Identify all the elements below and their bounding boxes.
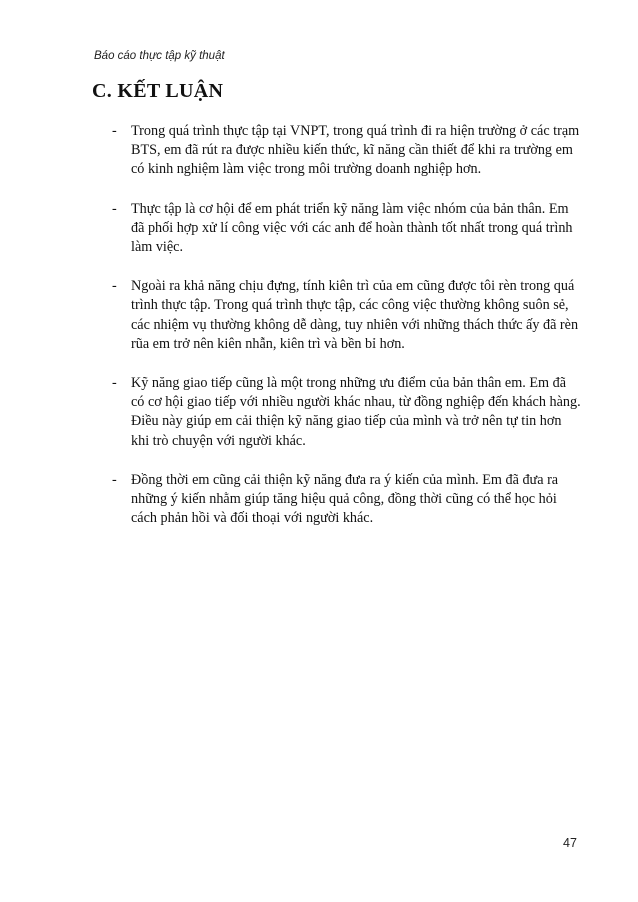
list-item [112,200,582,258]
running-header: Báo cáo thực tập kỹ thuật [94,50,225,62]
list-item [112,122,582,180]
page-number: 47 [563,836,577,850]
bullet-dash: - [112,278,117,295]
bullet-text: Trong quá trình thực tập tại VNPT, trong quá trình đi ra hiện trường ở các trạm BTS, em đã rút ra được nhiều kiến thức, kĩ năng cần thiết để khi ra trường em có kinh nghiệm làm việc trong môi trường doanh nghiệp hơn. [131,123,580,178]
list-item [112,471,582,529]
conclusion-list [112,122,582,548]
list-item [112,277,582,354]
bullet-text: Thực tập là cơ hội để em phát triển kỹ năng làm việc nhóm của bản thân. Em đã phối hợp xử lí công việc với các anh để hoàn thành tốt nhất trong quá trình làm việc. [131,200,573,256]
list-item [112,374,582,451]
bullet-dash: - [112,375,117,392]
bullet-dash: - [112,123,117,139]
bullet-dash: - [112,200,117,217]
bullet-text: Đồng thời em cũng cải thiện kỹ năng đưa ra ý kiến của mình. Em đã đưa ra những ý kiến nhằm giúp tăng hiệu quả công, đồng thời cũng có thể học hỏi cách phản hồi và đối thoại với người khác. [131,471,559,527]
bullet-text: Kỹ năng giao tiếp cũng là một trong những ưu điểm của bản thân em. Em đã có cơ hội giao tiếp với nhiều người khác nhau, từ đồng nghiệp đến khách hàng. Điều này giúp em cải thiện kỹ năng giao tiếp của mình và trở nên tự tin hơn khi trò chuyện với người khác. [131,375,581,449]
section-heading: C. KẾT LUẬN [92,80,224,102]
bullet-dash: - [112,471,117,488]
bullet-text: Ngoài ra khả năng chịu đựng, tính kiên trì của em cũng được tôi rèn trong quá trình thực tập. Trong quá trình thực tập, các công việc thường không suôn sẻ, các nhiệm vụ thường không dễ dàng, tuy nhiên với những thách thức ấy đã rèn rũa em trở nên kiên nhẫn, kiên trì và bền bỉ hơn. [131,278,579,352]
